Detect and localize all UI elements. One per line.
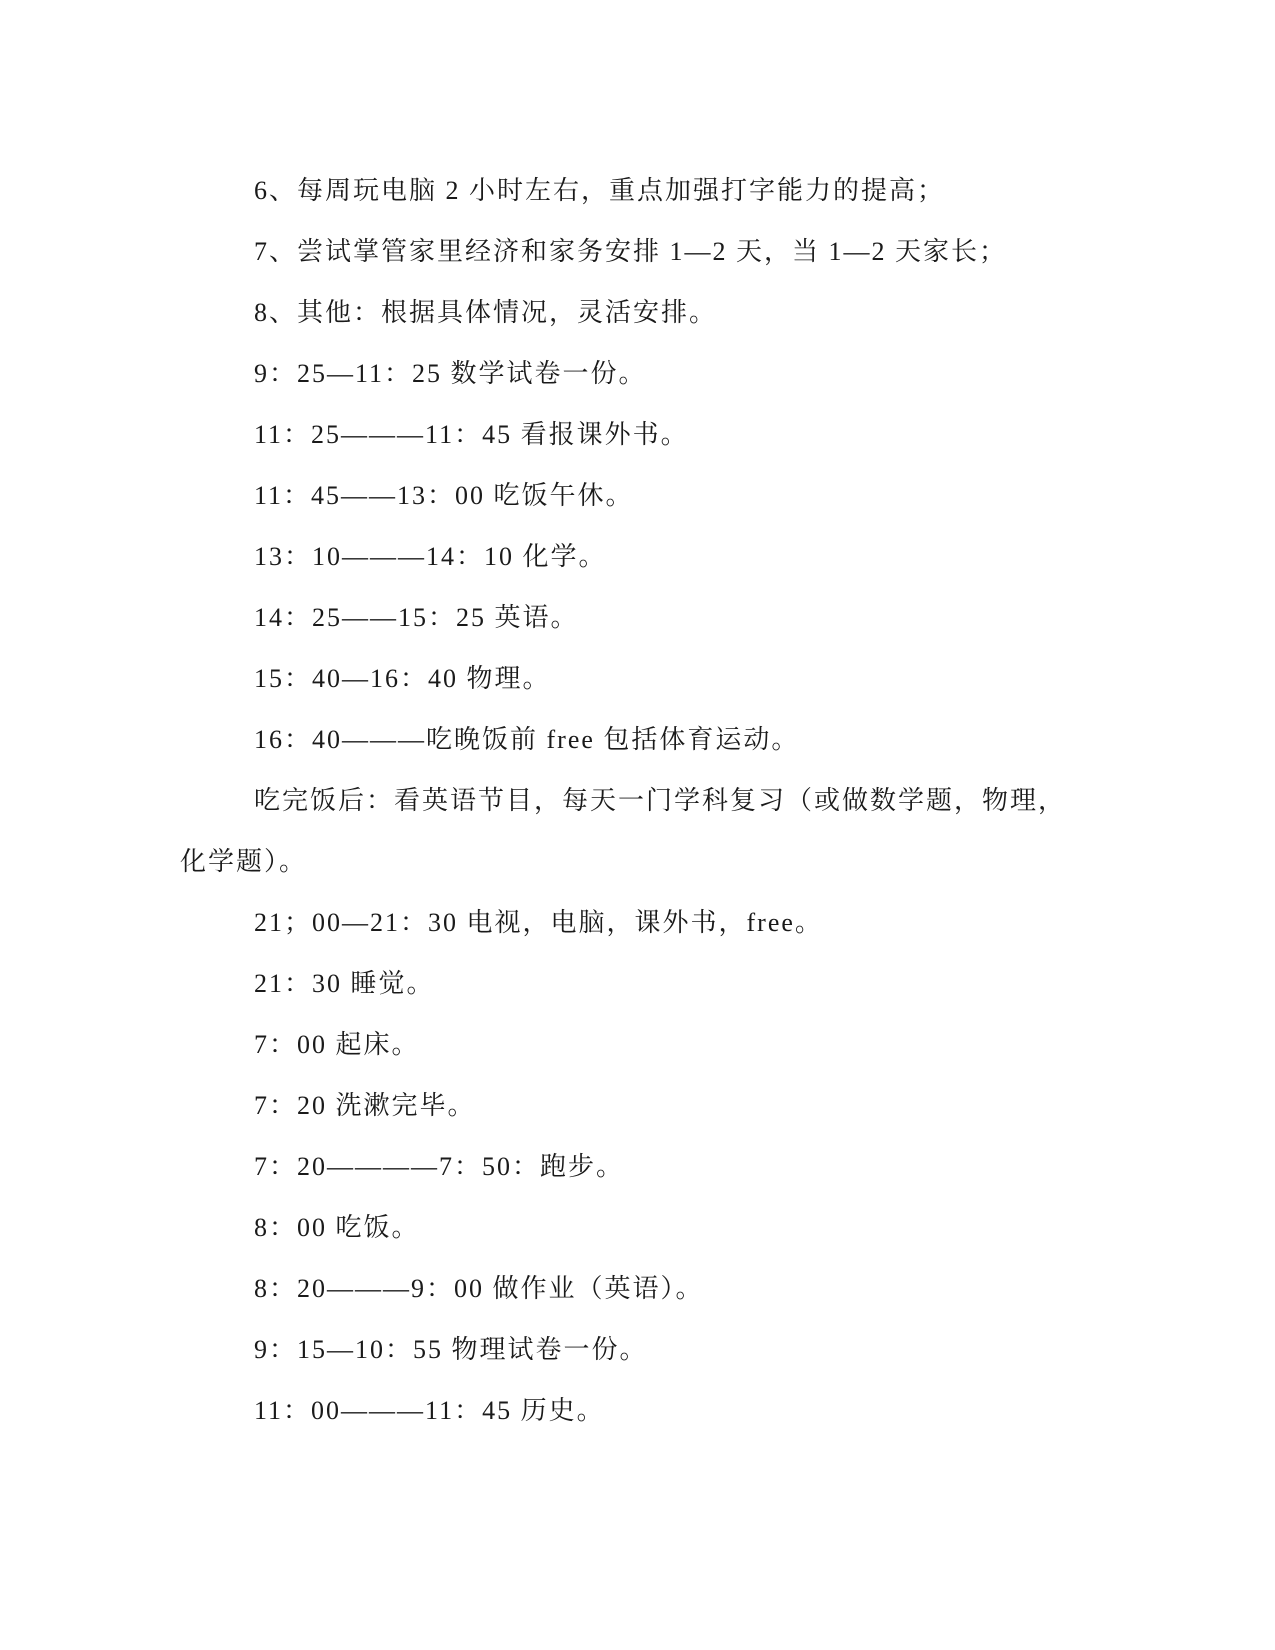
schedule-line: 9：15—10：55 物理试卷一份。	[254, 1335, 648, 1364]
document-body	[180, 160, 1080, 1441]
schedule-line: 15：40—16：40 物理。	[254, 664, 551, 693]
after-meal-paragraph: 吃完饭后：看英语节目，每天一门学科复习（或做数学题，物理，化学题）。	[180, 786, 1067, 876]
schedule-line: 7、尝试掌管家里经济和家务安排 1—2 天，当 1—2 天家长；	[254, 237, 1008, 266]
schedule-line: 11：00———11：45 历史。	[254, 1396, 605, 1425]
schedule-line: 13：10———14：10 化学。	[254, 542, 607, 571]
schedule-line: 7：00 起床。	[254, 1030, 420, 1059]
schedule-line: 8：00 吃饭。	[254, 1213, 420, 1242]
schedule-line: 14：25——15：25 英语。	[254, 603, 579, 632]
schedule-line: 21：30 睡觉。	[254, 969, 435, 998]
schedule-line: 8、其他：根据具体情况，灵活安排。	[254, 298, 718, 327]
schedule-line: 9：25—11：25 数学试卷一份。	[254, 359, 647, 388]
schedule-line: 7：20————7：50：跑步。	[254, 1152, 625, 1181]
schedule-line: 21；00—21：30 电视，电脑，课外书，free。	[254, 908, 823, 937]
schedule-line: 16：40———吃晚饭前 free 包括体育运动。	[254, 725, 800, 754]
schedule-line: 8：20———9：00 做作业（英语）。	[254, 1274, 704, 1303]
schedule-line: 11：25———11：45 看报课外书。	[254, 420, 689, 449]
schedule-line: 7：20 洗漱完毕。	[254, 1091, 476, 1120]
schedule-line: 6、每周玩电脑 2 小时左右，重点加强打字能力的提高；	[254, 176, 946, 205]
schedule-line: 11：45——13：00 吃饭午休。	[254, 481, 634, 510]
